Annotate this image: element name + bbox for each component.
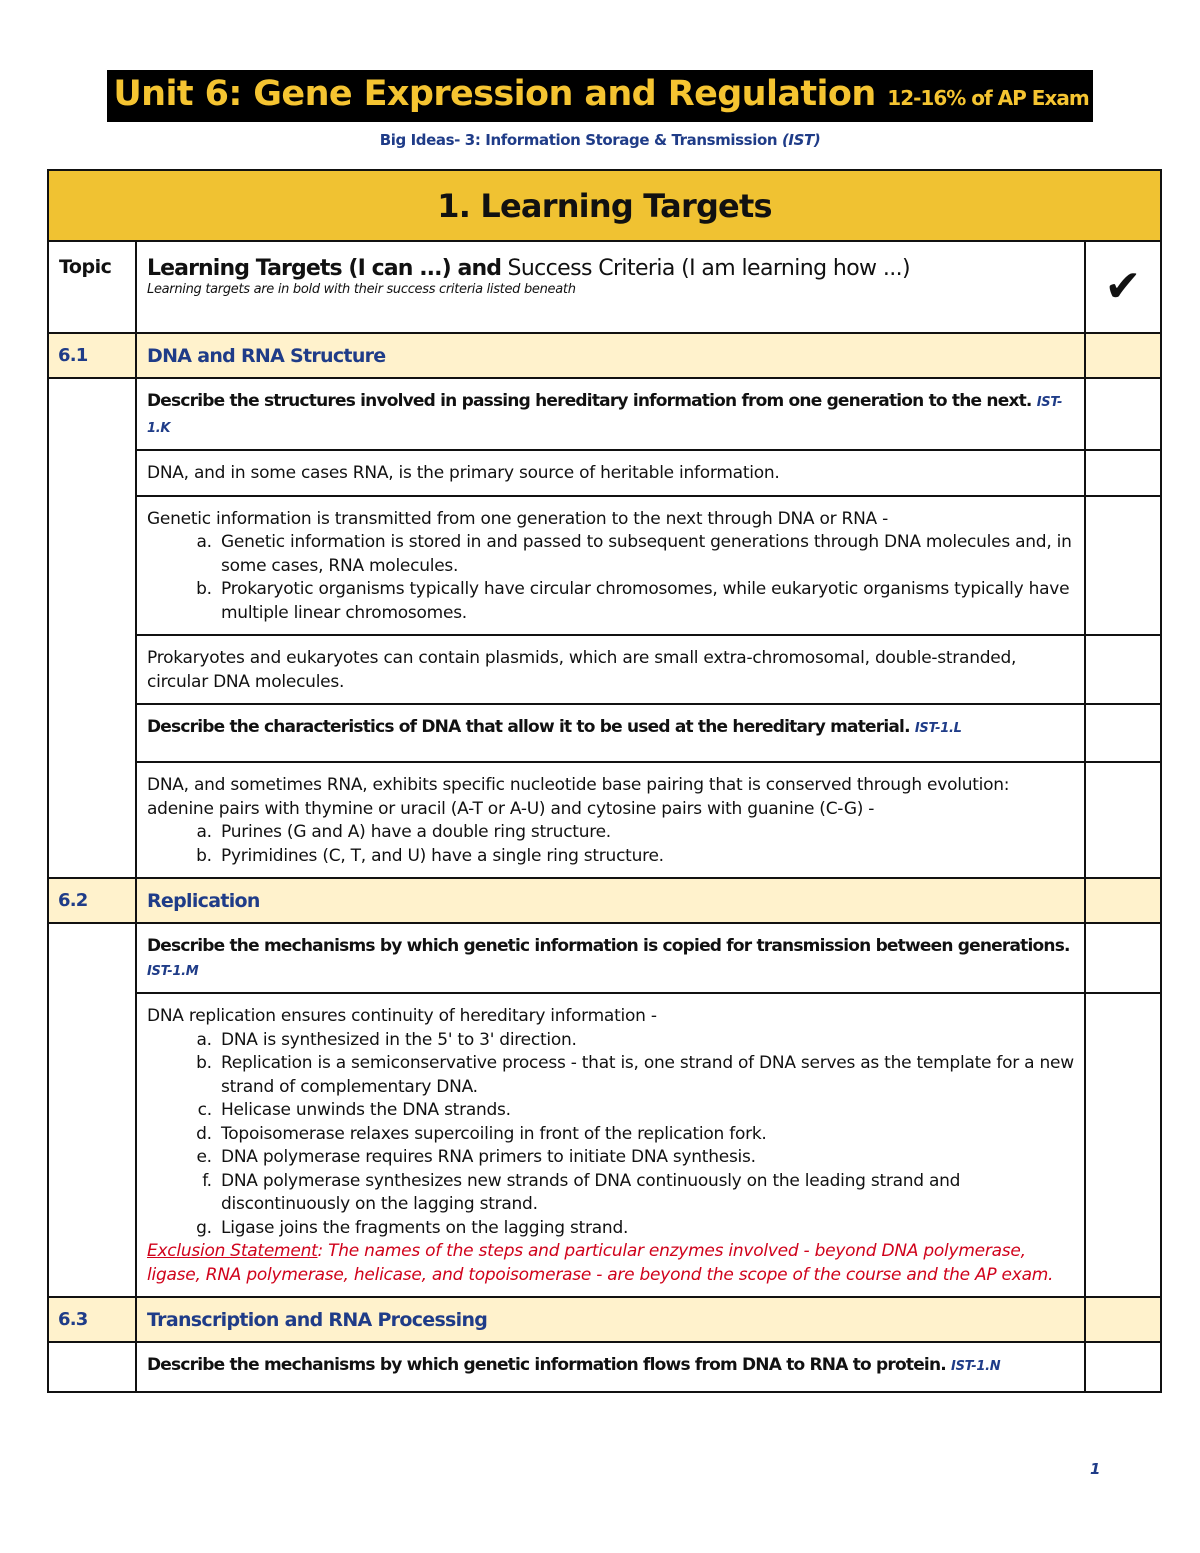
learning-targets-table <box>47 169 1162 1393</box>
page-number: 1 <box>1090 1460 1101 1478</box>
topic-column-header: Topic <box>48 241 136 333</box>
target-row <box>48 704 1161 762</box>
topic-spacer-cell <box>48 378 136 878</box>
learning-target <box>136 378 1085 450</box>
targets-column-header <box>136 241 1085 333</box>
exam-weight: 12-16% of AP Exam <box>887 86 1089 110</box>
criterion-list-item: c. Helicase unwinds the DNA strands. <box>217 1099 1074 1123</box>
exclusion-label: Exclusion Statement <box>147 1241 318 1261</box>
check-box[interactable] <box>1085 378 1161 450</box>
banner-row <box>48 170 1161 241</box>
topic-spacer-cell <box>48 923 136 1297</box>
criterion-list-item: f. DNA polymerase synthesizes new strands of DNA continuously on the leading strand and discontinuously on the lagging strand. <box>217 1170 1074 1217</box>
success-criterion: DNA, and in some cases RNA, is the primary source of heritable information. <box>136 450 1085 496</box>
check-box[interactable] <box>1085 1342 1161 1392</box>
big-ideas-code: (IST) <box>781 131 821 149</box>
target-code: IST-1.K <box>147 395 1063 436</box>
check-column-header <box>1085 241 1161 333</box>
learning-target-text: Describe the characteristics of DNA that allow it to be used at the hereditary material. <box>147 717 910 737</box>
unit-title-bar <box>107 70 1092 122</box>
topic-number: 6.2 <box>48 878 136 923</box>
check-box[interactable] <box>1085 333 1161 378</box>
target-row <box>48 923 1161 993</box>
criterion-list-item: b. Pyrimidines (C, T, and U) have a single ring structure. <box>217 845 1074 869</box>
exclusion-statement <box>147 1240 1074 1287</box>
target-code: IST-1.L <box>914 721 962 736</box>
topic-row-6-2 <box>48 878 1161 923</box>
targets-header-note: Learning targets are in bold with their success criteria listed beneath <box>147 282 576 297</box>
learning-target <box>136 1342 1085 1392</box>
unit-title: Unit 6: Gene Expression and Regulation <box>113 74 876 114</box>
check-box[interactable] <box>1085 878 1161 923</box>
check-box[interactable] <box>1085 450 1161 496</box>
topic-row-6-1 <box>48 333 1161 378</box>
success-criterion <box>136 993 1085 1297</box>
success-criterion <box>136 496 1085 636</box>
targets-header-regular: Success Criteria (I am learning how ...) <box>507 256 910 281</box>
column-header-row <box>48 241 1161 333</box>
check-box[interactable] <box>1085 1297 1161 1342</box>
check-box[interactable] <box>1085 704 1161 762</box>
criteria-row <box>48 450 1161 496</box>
success-criterion <box>136 762 1085 878</box>
targets-header-bold: Learning Targets (I can ...) and <box>147 256 502 281</box>
criterion-list-item: b. Prokaryotic organisms typically have circular chromosomes, while eukaryotic organisms typically have multiple linear chromosomes. <box>217 578 1074 625</box>
criterion-list-item: b. Replication is a semiconservative process - that is, one strand of DNA serves as the template for a new strand of complementary DNA. <box>217 1052 1074 1099</box>
target-code: IST-1.M <box>147 964 199 979</box>
learning-target <box>136 923 1085 993</box>
criterion-list-item: d. Topoisomerase relaxes supercoiling in front of the replication fork. <box>217 1123 1074 1147</box>
page-header <box>0 70 1200 149</box>
check-box[interactable] <box>1085 762 1161 878</box>
checkmark-icon: ✔ <box>1104 261 1142 312</box>
learning-target-text: Describe the structures involved in passing hereditary information from one generation to the next. <box>147 391 1032 411</box>
topic-spacer-cell <box>48 1342 136 1392</box>
criterion-list-item: g. Ligase joins the fragments on the lagging strand. <box>217 1217 1074 1241</box>
check-box[interactable] <box>1085 635 1161 704</box>
criterion-intro: DNA replication ensures continuity of hereditary information - <box>147 1006 657 1026</box>
learning-target <box>136 704 1085 762</box>
criteria-row <box>48 762 1161 878</box>
section-banner: 1. Learning Targets <box>48 170 1161 241</box>
criterion-list-item: a. Genetic information is stored in and passed to subsequent generations through DNA molecules and, in some cases, RNA molecules. <box>217 531 1074 578</box>
criterion-intro: DNA, and sometimes RNA, exhibits specific nucleotide base pairing that is conserved through evolution: adenine pairs with thymine or uracil (A-T or A-U) and cytosine pairs with guanine (C-G) - <box>147 775 1010 819</box>
criterion-list-item: e. DNA polymerase requires RNA primers to initiate DNA synthesis. <box>217 1146 1074 1170</box>
topic-name: Replication <box>136 878 1085 923</box>
check-box[interactable] <box>1085 923 1161 993</box>
criterion-list <box>147 1029 1074 1241</box>
criteria-row <box>48 993 1161 1297</box>
learning-target-text: Describe the mechanisms by which genetic information is copied for transmission between generations. <box>147 936 1070 956</box>
criterion-list-item: a. DNA is synthesized in the 5' to 3' direction. <box>217 1029 1074 1053</box>
big-ideas-line <box>0 131 1200 149</box>
topic-number: 6.3 <box>48 1297 136 1342</box>
success-criterion: Prokaryotes and eukaryotes can contain plasmids, which are small extra-chromosomal, double-stranded, circular DNA molecules. <box>136 635 1085 704</box>
topic-name: DNA and RNA Structure <box>136 333 1085 378</box>
topic-row-6-3 <box>48 1297 1161 1342</box>
topic-name: Transcription and RNA Processing <box>136 1297 1085 1342</box>
exclusion-text: : The names of the steps and particular enzymes involved - beyond DNA polymerase, ligase, RNA polymerase, helicase, and topoisomerase - are beyond the scope of the course and the AP exam. <box>147 1241 1054 1285</box>
target-row <box>48 1342 1161 1392</box>
big-ideas-text: Big Ideas- 3: Information Storage & Transmission <box>379 131 778 149</box>
criteria-row <box>48 496 1161 636</box>
check-box[interactable] <box>1085 993 1161 1297</box>
target-code: IST-1.N <box>951 1359 1001 1374</box>
learning-target-text: Describe the mechanisms by which genetic information flows from DNA to RNA to protein. <box>147 1355 946 1375</box>
criterion-intro: Genetic information is transmitted from one generation to the next through DNA or RNA - <box>147 508 888 529</box>
criterion-list <box>147 821 1074 868</box>
check-box[interactable] <box>1085 496 1161 636</box>
target-row <box>48 378 1161 450</box>
criterion-list-item: a. Purines (G and A) have a double ring structure. <box>217 821 1074 845</box>
topic-number: 6.1 <box>48 333 136 378</box>
criterion-list <box>147 531 1074 625</box>
criteria-row <box>48 635 1161 704</box>
